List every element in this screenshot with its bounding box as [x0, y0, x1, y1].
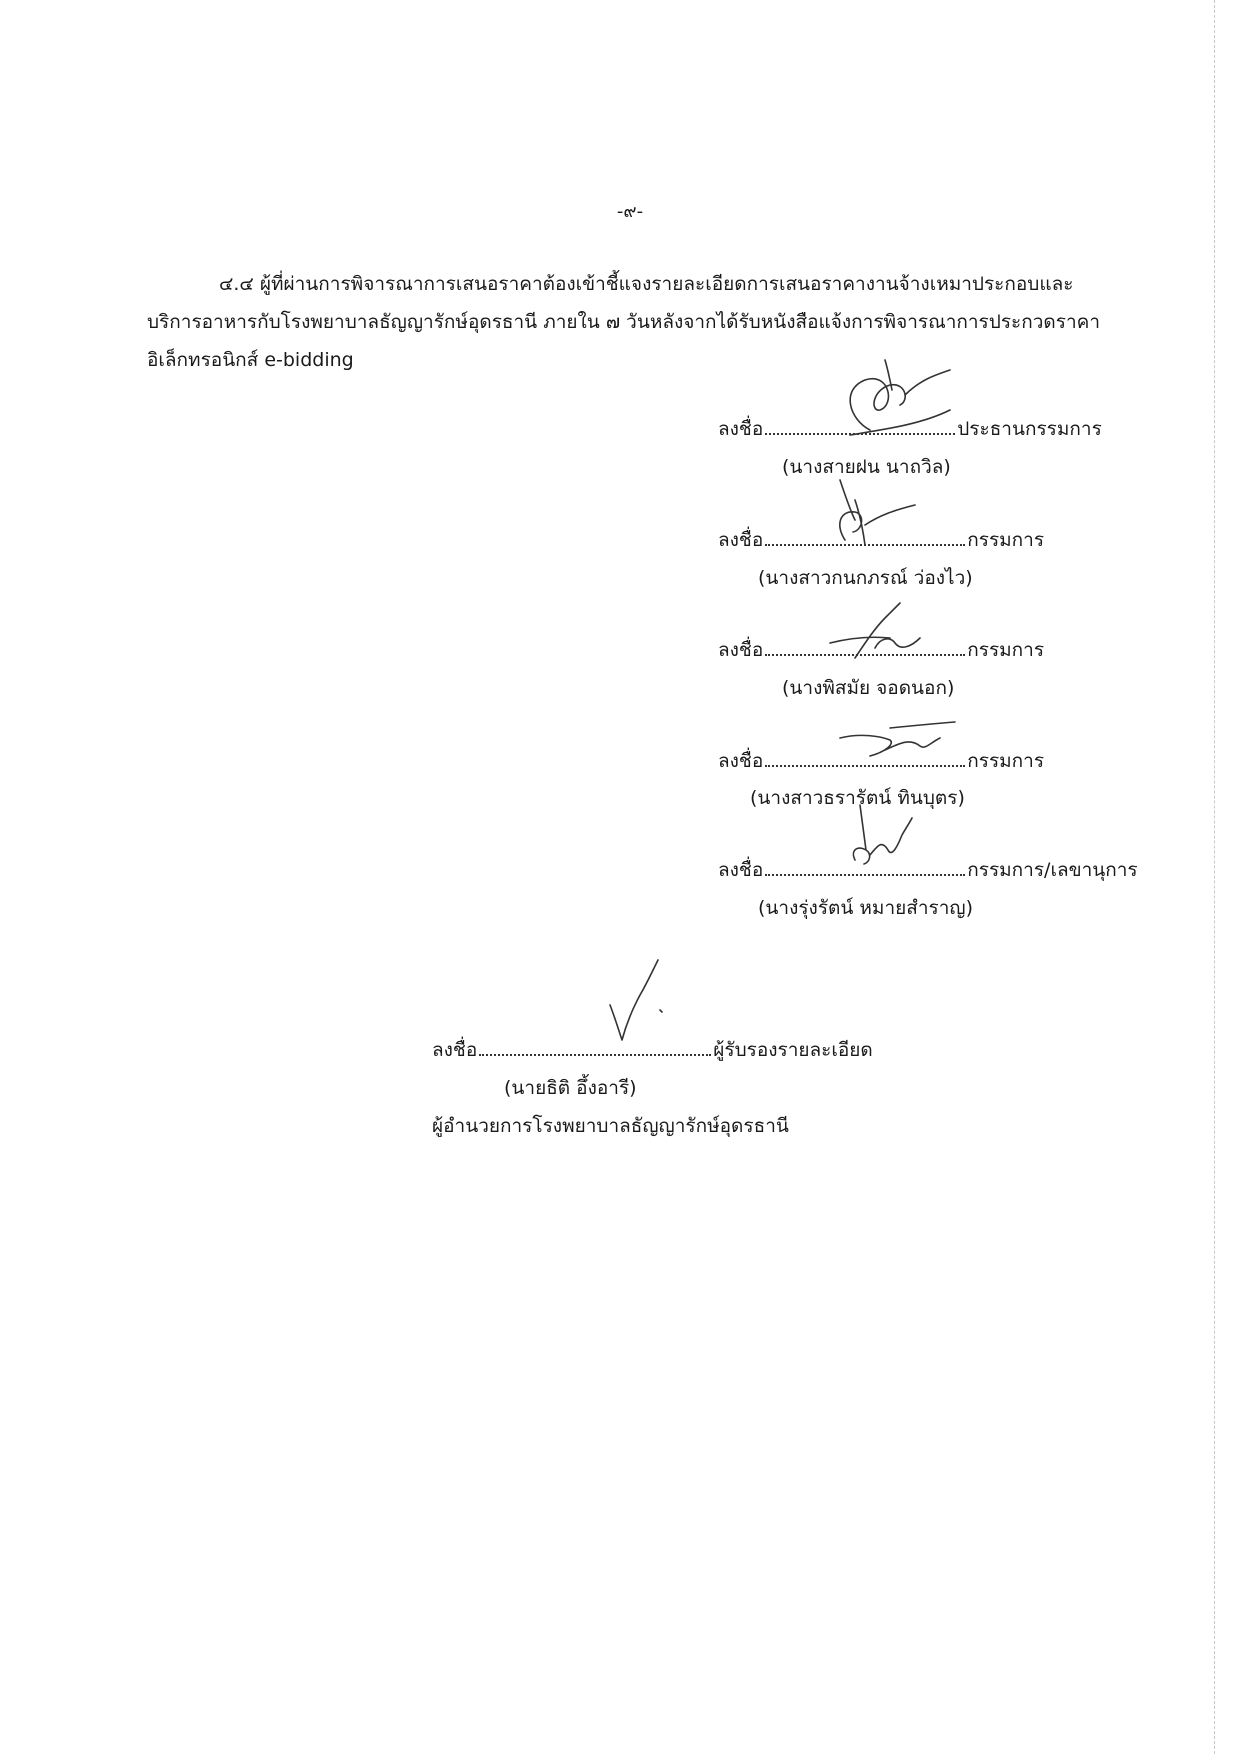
signature-name-chairman: (นางสายฝน นาถวิล): [782, 456, 951, 478]
signature-title-certifier: ผู้อำนวยการโรงพยาบาลธัญญารักษ์อุดรธานี: [432, 1115, 789, 1137]
signature-name-member-1: (นางสาวกนกภรณ์ ว่องไว): [758, 567, 973, 589]
signature-line-member-3: [718, 746, 1044, 776]
page-number: -๙-: [616, 201, 644, 222]
signature-role: กรรมการ: [967, 529, 1045, 551]
signature-prefix: ลงชื่อ: [718, 639, 764, 661]
paragraph-line-2: บริการอาหารกับโรงพยาบาลธัญญารักษ์อุดรธานี ภายใน ๗ วันหลังจากได้รับหนังสือแจ้งการพิจารณาการประกวดราคา: [147, 311, 1100, 333]
signature-dots: [765, 759, 965, 767]
signature-dots: [765, 427, 955, 435]
signature-prefix: ลงชื่อ: [718, 750, 764, 772]
signature-line-member-2: [718, 635, 1044, 665]
signature-dots: [765, 648, 965, 656]
signature-role: กรรมการ: [967, 639, 1045, 661]
signature-dots: [765, 868, 965, 876]
signature-name-member-3: (นางสาวธรารัตน์ ทินบุตร): [750, 787, 965, 809]
signature-name-certifier: (นายธิติ อึ้งอารี): [504, 1077, 637, 1099]
paragraph-text-1: ๔.๔ ผู้ที่ผ่านการพิจารณาการเสนอราคาต้องเข้าชี้แจงรายละเอียดการเสนอราคางานจ้างเหมาประกอบและ: [219, 273, 1074, 295]
signature-role: ผู้รับรองรายละเอียด: [713, 1039, 873, 1061]
signature-name-secretary: (นางรุ่งรัตน์ หมายสำราญ): [758, 897, 973, 919]
signature-prefix: ลงชื่อ: [718, 529, 764, 551]
signature-role: ประธานกรรมการ: [957, 418, 1102, 440]
scan-edge-line: [1214, 0, 1215, 1754]
signature-prefix: ลงชื่อ: [718, 859, 764, 881]
signature-line-chairman: [718, 414, 1102, 444]
signature-role: กรรมการ: [967, 750, 1045, 772]
signature-line-member-1: [718, 525, 1044, 555]
signature-dots: [479, 1048, 711, 1056]
signature-prefix: ลงชื่อ: [718, 418, 764, 440]
signature-line-secretary: [718, 855, 1138, 885]
signature-prefix: ลงชื่อ: [432, 1039, 478, 1061]
signature-name-member-2: (นางพิสมัย จอดนอก): [782, 677, 955, 699]
signature-role: กรรมการ/เลขานุการ: [967, 859, 1138, 881]
signature-dots: [765, 538, 965, 546]
paragraph-line-3: อิเล็กทรอนิกส์ e-bidding: [147, 349, 354, 371]
signature-line-certifier: [432, 1035, 873, 1065]
